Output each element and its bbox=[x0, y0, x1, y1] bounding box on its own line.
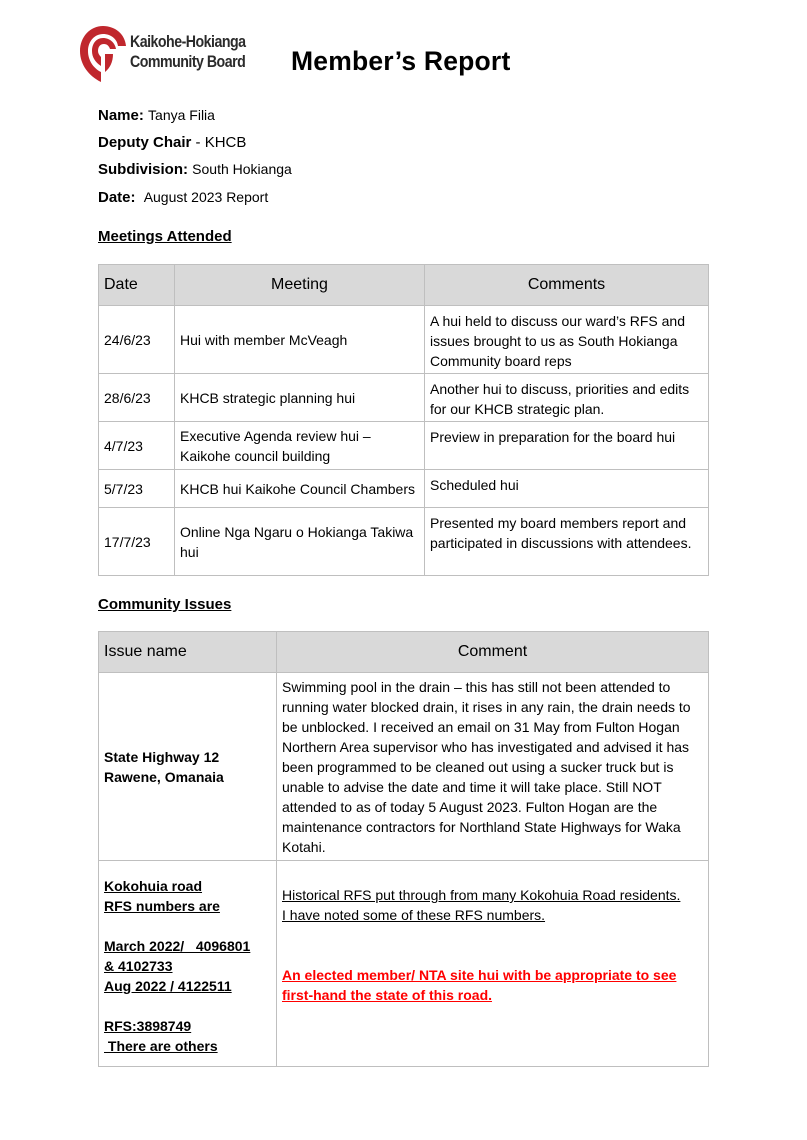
header-comment: Comment bbox=[277, 632, 709, 673]
red-note: An elected member/ NTA site hui with be appropriate to see first-hand the state of this road. bbox=[282, 967, 677, 1003]
issue-comment-line: I have noted some of these RFS numbers. bbox=[282, 907, 546, 923]
name-line bbox=[98, 107, 215, 124]
meetings-table bbox=[98, 264, 709, 576]
table-row bbox=[99, 470, 709, 508]
meeting-name: Hui with member McVeagh bbox=[175, 306, 425, 374]
meeting-date: 24/6/23 bbox=[99, 306, 175, 374]
meeting-name: Online Nga Ngaru o Hokianga Takiwa hui bbox=[175, 508, 425, 576]
issue-name-line: State Highway 12 bbox=[104, 748, 220, 765]
issue-comment bbox=[277, 861, 709, 1067]
issue-name-line: RFS numbers are bbox=[104, 898, 220, 914]
header-meeting: Meeting bbox=[175, 265, 425, 306]
issue-name-line: Rawene, Omanaia bbox=[104, 768, 224, 785]
meeting-name: Executive Agenda review hui – Kaikohe council building bbox=[175, 422, 425, 470]
logo-line-1: Kaikohe-Hokianga bbox=[130, 33, 246, 51]
subdivision-line bbox=[98, 161, 292, 178]
report-title: Member’s Report bbox=[291, 46, 511, 76]
issues-section-title: Community Issues bbox=[98, 596, 232, 613]
meetings-header-row bbox=[99, 265, 709, 306]
logo-text bbox=[130, 32, 246, 72]
issue-name bbox=[99, 861, 277, 1067]
meeting-date: 5/7/23 bbox=[99, 470, 175, 508]
meeting-name: KHCB strategic planning hui bbox=[175, 374, 425, 422]
subdivision-value: South Hokianga bbox=[192, 161, 292, 177]
table-row bbox=[99, 306, 709, 374]
meeting-date: 17/7/23 bbox=[99, 508, 175, 576]
table-row bbox=[99, 508, 709, 576]
meeting-comment: Preview in preparation for the board hui bbox=[425, 422, 709, 470]
issue-name-line: Kokohuia road bbox=[104, 878, 203, 894]
meeting-comment: Another hui to discuss, priorities and edits for our KHCB strategic plan. bbox=[425, 374, 709, 422]
subdivision-label: Subdivision: bbox=[98, 161, 188, 178]
community-board-emblem-icon bbox=[80, 24, 126, 86]
role-value: - KHCB bbox=[195, 134, 247, 151]
meeting-name: KHCB hui Kaikohe Council Chambers bbox=[175, 470, 425, 508]
table-row bbox=[99, 422, 709, 470]
meeting-comment: Scheduled hui bbox=[425, 470, 709, 508]
kaikohe-hokianga-logo bbox=[80, 24, 270, 86]
meeting-comment: Presented my board members report and participated in discussions with attendees. bbox=[425, 508, 709, 576]
header-date: Date bbox=[99, 265, 175, 306]
header-comments: Comments bbox=[425, 265, 709, 306]
logo-line-2: Community Board bbox=[130, 53, 246, 71]
meeting-date: 4/7/23 bbox=[99, 422, 175, 470]
issue-name-line: There are others bbox=[104, 1038, 218, 1054]
issue-comment: Swimming pool in the drain – this has still not been attended to running water blocked drain, it rises in any rain, the drain needs to be unblocked. I received an email on 31 May from Fulton Hogan Northern Area supervisor who has investigated and advised it has been programmed to be cleaned out using a sucker truck but is unable to advise the date and time it will take place. Still NOT attended to as of today 5 August 2023. Fulton Hogan are the maintenance contractors for Northland State Highways for Waka Kotahi. bbox=[277, 673, 709, 861]
issue-name-line: & 4102733 bbox=[104, 958, 173, 974]
table-row bbox=[99, 673, 709, 861]
date-label: Date: bbox=[98, 189, 136, 206]
name-label: Name: bbox=[98, 107, 144, 124]
table-row bbox=[99, 374, 709, 422]
issue-name bbox=[99, 673, 277, 861]
issues-table bbox=[98, 631, 709, 1067]
meetings-section-title: Meetings Attended bbox=[98, 228, 232, 245]
issue-comment-line: Historical RFS put through from many Kokohuia Road residents. bbox=[282, 887, 681, 903]
issues-header-row bbox=[99, 632, 709, 673]
issue-name-line: March 2022/ 4096801 bbox=[104, 938, 251, 954]
table-row bbox=[99, 861, 709, 1067]
role-line bbox=[98, 134, 246, 151]
meeting-date: 28/6/23 bbox=[99, 374, 175, 422]
header-issue-name: Issue name bbox=[99, 632, 277, 673]
issue-name-line: Aug 2022 / 4122511 bbox=[104, 978, 232, 994]
date-value: August 2023 Report bbox=[143, 189, 269, 205]
meeting-comment: A hui held to discuss our ward’s RFS and issues brought to us as South Hokianga Community board reps bbox=[425, 306, 709, 374]
role-label: Deputy Chair bbox=[98, 134, 192, 151]
issue-name-line: RFS:3898749 bbox=[104, 1018, 192, 1034]
date-line bbox=[98, 189, 268, 206]
name-value: Tanya Filia bbox=[148, 107, 215, 123]
